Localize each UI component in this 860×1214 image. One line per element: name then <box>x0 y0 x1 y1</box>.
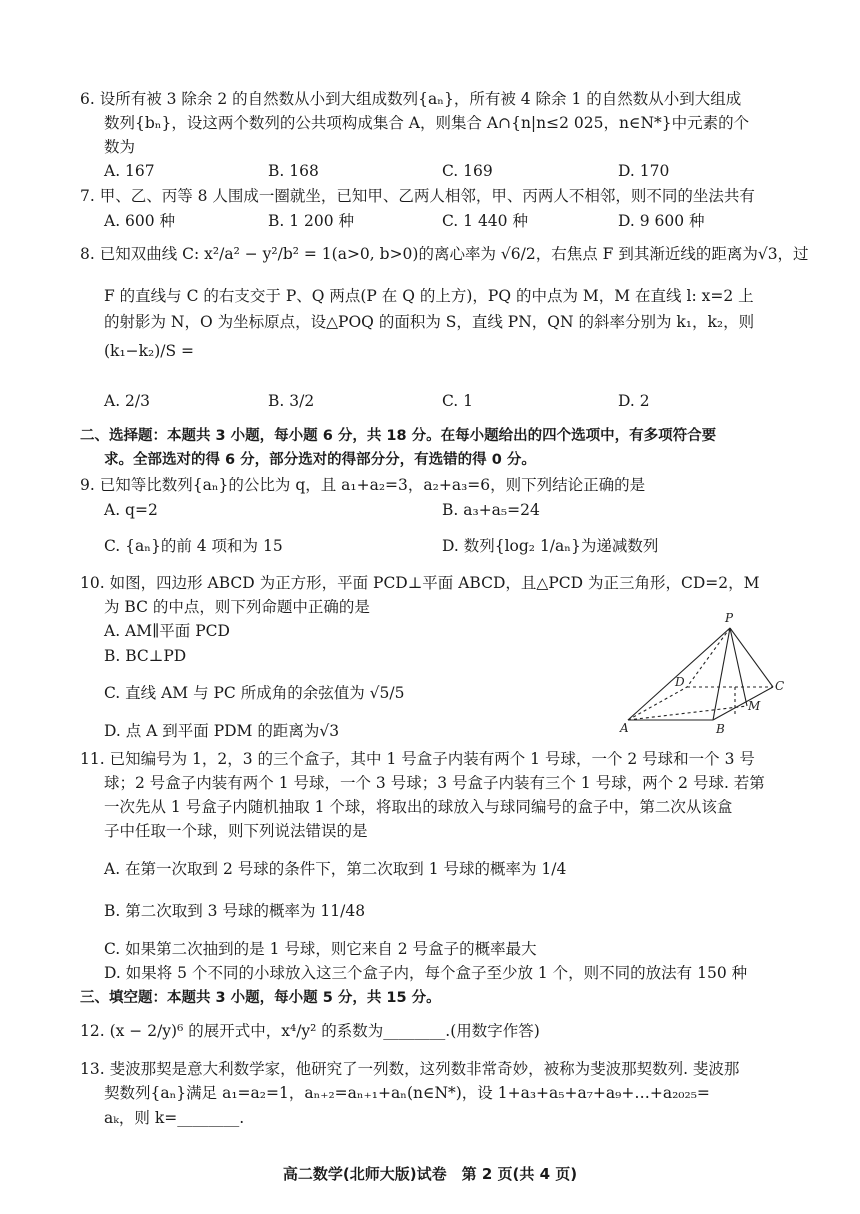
q11-line2: 球；2 号盒子内装有两个 1 号球，一个 3 号球；3 号盒子内装有三个 1 号球，两个 2 号球. 若第 <box>104 774 765 792</box>
q10-option-d: D. 点 A 到平面 PDM 的距离为√3 <box>104 722 340 740</box>
q6-option-a: A. 167 <box>104 162 155 180</box>
q6-option-b: B. 168 <box>268 162 319 180</box>
section2-heading-line1: 二、选择题：本题共 3 小题，每小题 6 分，共 18 分。在每小题给出的四个选项中，有多项符合要 <box>80 428 717 444</box>
q8-line3: 的射影为 N，O 为坐标原点，设△POQ 的面积为 S，直线 PN，QN 的斜率分别为 k₁，k₂，则 <box>104 313 755 331</box>
q6-option-c: C. 169 <box>442 162 493 180</box>
q8-line2: F 的直线与 C 的右支交于 P、Q 两点(P 在 Q 的上方)，PQ 的中点为 M，M 在直线 l: x=2 上 <box>104 287 754 305</box>
page-footer: 高二数学(北师大版)试卷 第 2 页(共 4 页) <box>282 1165 578 1183</box>
q9-option-d: D. 数列{log₂ 1/aₙ}为递减数列 <box>442 537 659 555</box>
q9-option-a: A. q=2 <box>104 501 158 519</box>
q9-line1: 9. 已知等比数列{aₙ}的公比为 q，且 a₁+a₂=3，a₂+a₃=6，则下列结论正确的是 <box>80 476 646 494</box>
q11-line3: 一次先从 1 号盒子内随机抽取 1 个球，将取出的球放入与球同编号的盒子中，第二次从该盒 <box>104 798 733 816</box>
figure-label-b: B <box>716 722 725 736</box>
q6-line2: 数列{bₙ}，设这两个数列的公共项构成集合 A，则集合 A∩{n|n≤2 025，n∈N*}中元素的个 <box>104 114 750 132</box>
q7-line1: 7. 甲、乙、丙等 8 人围成一圈就坐，已知甲、乙两人相邻，甲、丙两人不相邻，则不同的坐法共有 <box>80 187 755 205</box>
q10-line1: 10. 如图，四边形 ABCD 为正方形，平面 PCD⊥平面 ABCD，且△PCD 为正三角形，CD=2，M <box>80 574 760 592</box>
q9-option-b: B. a₃+a₅=24 <box>442 501 540 519</box>
q12-line1: 12. (x − 2/y)⁶ 的展开式中，x⁴/y² 的系数为________.(用数字作答) <box>80 1022 540 1040</box>
q8-option-c: C. 1 <box>442 392 474 410</box>
pyramid-figure <box>615 592 790 737</box>
figure-label-m: M <box>748 699 761 713</box>
q8-option-d: D. 2 <box>618 392 650 410</box>
q8-line1: 8. 已知双曲线 C: x²/a² − y²/b² = 1(a>0, b>0)的离心率为 √6/2，右焦点 F 到其渐近线的距离为√3，过 <box>80 245 809 263</box>
figure-label-a: A <box>620 721 629 735</box>
q8-option-a: A. 2/3 <box>104 392 150 410</box>
figure-label-p: P <box>725 611 734 625</box>
section2-heading-line2: 求。全部选对的得 6 分，部分选对的得部分分，有选错的得 0 分。 <box>104 452 536 468</box>
q10-option-a: A. AM∥平面 PCD <box>104 622 230 640</box>
q9-option-c: C. {aₙ}的前 4 项和为 15 <box>104 537 283 555</box>
q11-line1: 11. 已知编号为 1，2，3 的三个盒子，其中 1 号盒子内装有两个 1 号球，一个 2 号球和一个 3 号 <box>80 750 755 768</box>
q13-line3: aₖ，则 k=________. <box>104 1109 245 1127</box>
q10-option-b: B. BC⊥PD <box>104 647 187 665</box>
q11-line4: 子中任取一个球，则下列说法错误的是 <box>104 822 368 840</box>
q10-line2: 为 BC 的中点，则下列命题中正确的是 <box>104 598 370 616</box>
q8-option-b: B. 3/2 <box>268 392 315 410</box>
q7-option-d: D. 9 600 种 <box>618 212 705 230</box>
figure-label-c: C <box>775 679 785 693</box>
q6-option-d: D. 170 <box>618 162 670 180</box>
q6-line3: 数为 <box>104 138 136 156</box>
q11-option-d: D. 如果将 5 个不同的小球放入这三个盒子内，每个盒子至少放 1 个，则不同的放法有 150 种 <box>104 964 748 982</box>
figure-label-d: D <box>675 675 685 689</box>
q8-line4: (k₁−k₂)/S = <box>104 342 195 360</box>
q6-line1: 6. 设所有被 3 除余 2 的自然数从小到大组成数列{aₙ}，所有被 4 除余 1 的自然数从小到大组成 <box>80 90 742 108</box>
q11-option-b: B. 第二次取到 3 号球的概率为 11/48 <box>104 902 366 920</box>
q11-option-a: A. 在第一次取到 2 号球的条件下，第二次取到 1 号球的概率为 1/4 <box>104 860 567 878</box>
q13-line1: 13. 斐波那契是意大利数学家，他研究了一列数，这列数非常奇妙，被称为斐波那契数列. 斐波那 <box>80 1060 740 1078</box>
q13-line2: 契数列{aₙ}满足 a₁=a₂=1，aₙ₊₂=aₙ₊₁+aₙ(n∈N*)，设 1+a₃+a₅+a₇+a₉+…+a₂₀₂₅= <box>104 1084 710 1102</box>
section3-heading: 三、填空题：本题共 3 小题，每小题 5 分，共 15 分。 <box>80 990 441 1006</box>
q7-option-b: B. 1 200 种 <box>268 212 355 230</box>
q7-option-c: C. 1 440 种 <box>442 212 528 230</box>
q11-option-c: C. 如果第二次抽到的是 1 号球，则它来自 2 号盒子的概率最大 <box>104 940 537 958</box>
q7-option-a: A. 600 种 <box>104 212 176 230</box>
q10-option-c: C. 直线 AM 与 PC 所成角的余弦值为 √5/5 <box>104 684 405 702</box>
